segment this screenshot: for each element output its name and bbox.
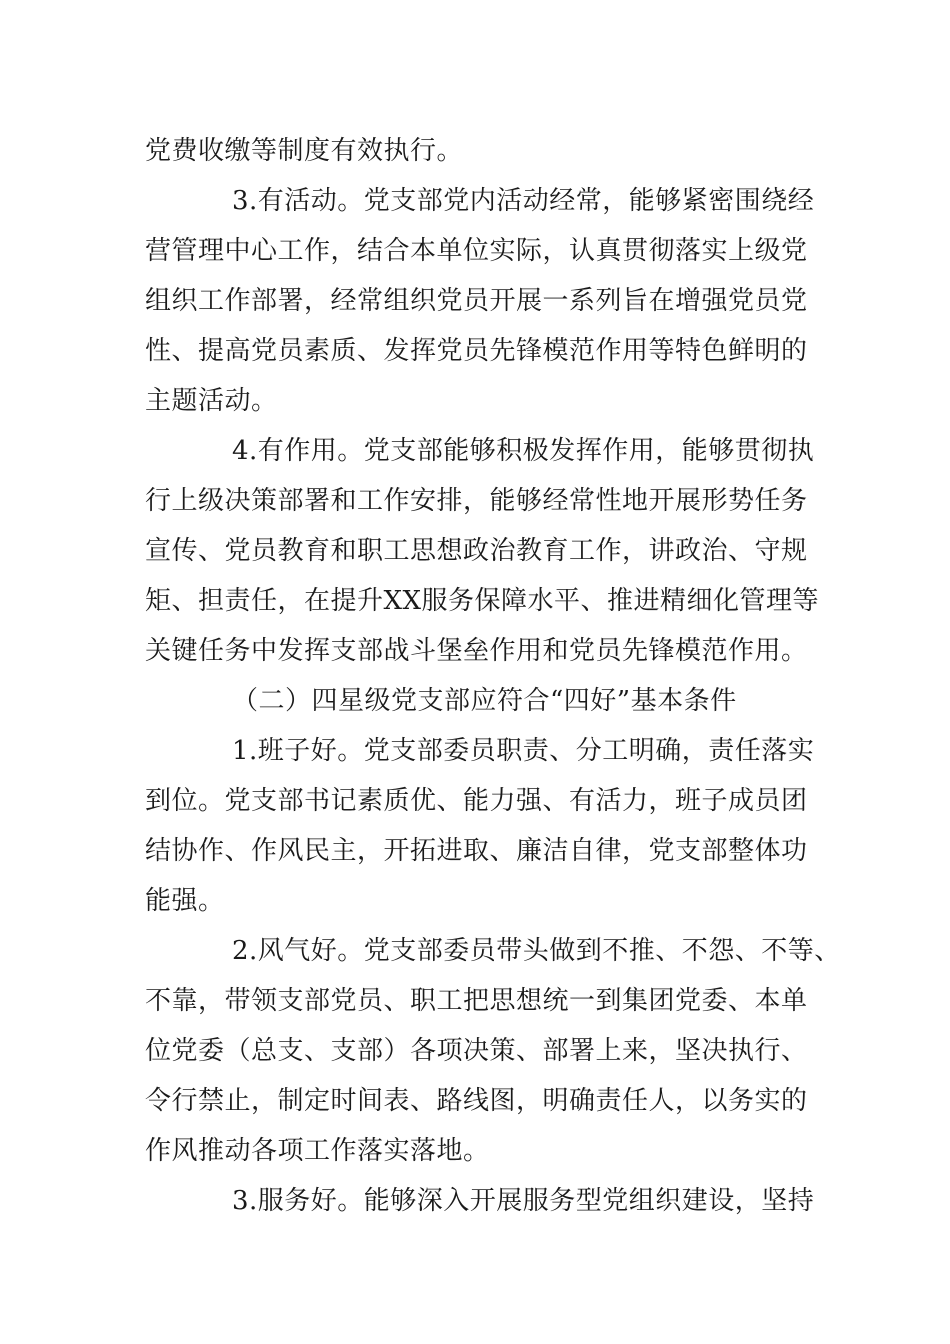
item-1-team-line-3: 结协作、作风民主，开拓进取、廉洁自律，党支部整体功 bbox=[145, 836, 808, 866]
item-3-activity-line-3: 组织工作部署，经常组织党员开展一系列旨在增强党员党 bbox=[145, 286, 808, 316]
item-3-activity-line-5: 主题活动。 bbox=[145, 386, 278, 416]
item-2-style-line-3: 位党委（总支、支部）各项决策、部署上来，坚决执行、 bbox=[145, 1036, 808, 1066]
item-3-activity-line-4: 性、提高党员素质、发挥党员先锋模范作用等特色鲜明的 bbox=[145, 336, 808, 366]
section-heading-four-star: （二）四星级党支部应符合“四好”基本条件 bbox=[232, 686, 737, 716]
item-2-style-line-4: 令行禁止，制定时间表、路线图，明确责任人，以务实的 bbox=[145, 1086, 808, 1116]
item-4-role-line-2: 行上级决策部署和工作安排，能够经常性地开展形势任务 bbox=[145, 486, 808, 516]
item-4-role-line-5: 关键任务中发挥支部战斗堡垒作用和党员先锋模范作用。 bbox=[145, 636, 808, 666]
item-2-style-line-5: 作风推动各项工作落实落地。 bbox=[145, 1136, 490, 1166]
item-2-style-line-1: 2.风气好。党支部委员带头做到不推、不怨、不等、 bbox=[232, 936, 841, 966]
item-3-activity-line-1: 3.有活动。党支部党内活动经常，能够紧密围绕经 bbox=[232, 186, 815, 216]
item-1-team-line-1: 1.班子好。党支部委员职责、分工明确，责任落实 bbox=[232, 736, 815, 766]
item-4-role-line-3: 宣传、党员教育和职工思想政治教育工作，讲政治、守规 bbox=[145, 536, 808, 566]
item-1-team-line-2: 到位。党支部书记素质优、能力强、有活力，班子成员团 bbox=[145, 786, 808, 816]
item-2-style-line-2: 不靠，带领支部党员、职工把思想统一到集团党委、本单 bbox=[145, 986, 808, 1016]
item-3-service-line-1: 3.服务好。能够深入开展服务型党组织建设，坚持 bbox=[232, 1186, 815, 1216]
item-1-team-line-4: 能强。 bbox=[145, 886, 225, 916]
item-4-role-line-1: 4.有作用。党支部能够积极发挥作用，能够贯彻执 bbox=[232, 436, 815, 466]
text-line-1: 党费收缴等制度有效执行。 bbox=[145, 136, 464, 166]
item-3-activity-line-2: 营管理中心工作，结合本单位实际，认真贯彻落实上级党 bbox=[145, 236, 808, 266]
item-4-role-line-4: 矩、担责任，在提升XX服务保障水平、推进精细化管理等 bbox=[145, 586, 820, 616]
